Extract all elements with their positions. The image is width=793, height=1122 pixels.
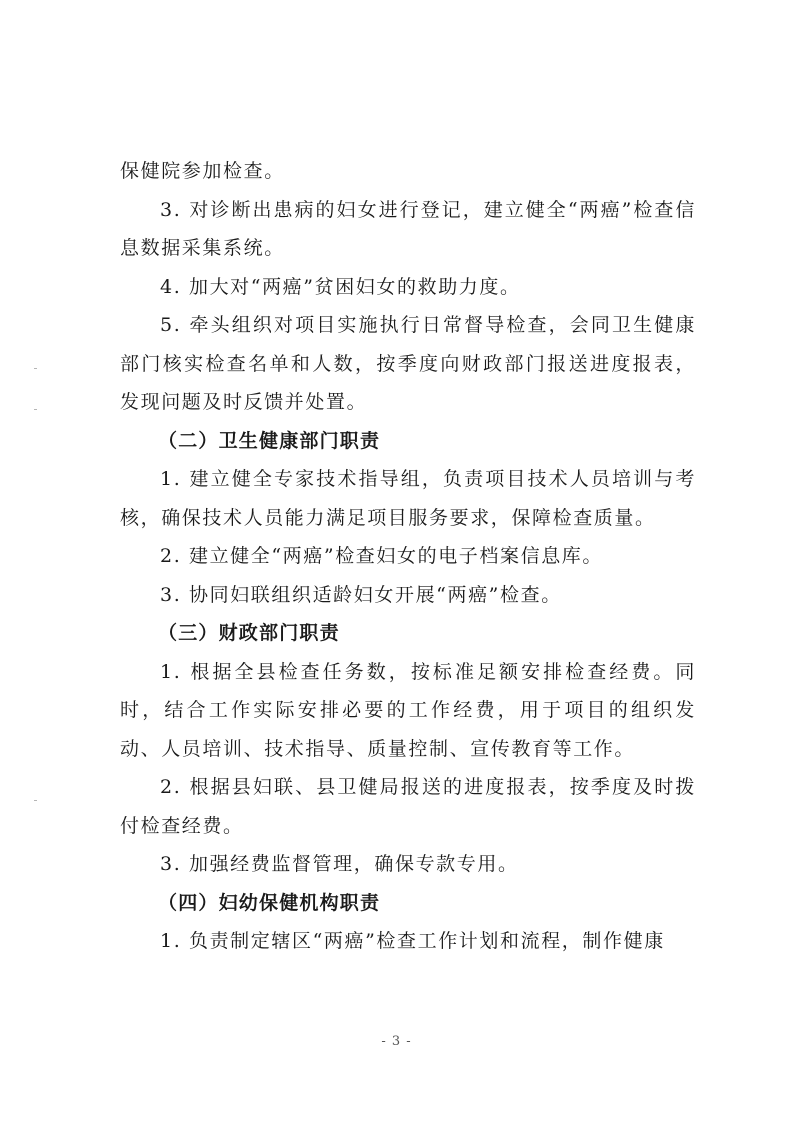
page-number: - 3 - <box>381 1034 412 1049</box>
paragraph-item: 4. 加大对“两癌”贫困妇女的救助力度。 <box>160 275 521 298</box>
section-heading-maternal-child-health: （四）妇幼保健机构职责 <box>158 891 381 914</box>
paragraph-item: 1. 建立健全专家技术指导组，负责项目技术人员培训与考核，确保技术人员能力满足项目服务要求，保障检查质量。 <box>120 468 696 529</box>
document-body <box>120 152 696 961</box>
paragraph-item: 1. 根据全县检查任务数，按标准足额安排检查经费。同时，结合工作实际安排必要的工作经费，用于项目的组织发动、人员培训、技术指导、质量控制、宣传教育等工作。 <box>120 660 696 760</box>
paragraph-item: 2. 根据县妇联、县卫健局报送的进度报表，按季度及时拨付检查经费。 <box>120 776 696 837</box>
paragraph-item: 5. 牵头组织对项目实施执行日常督导检查，会同卫生健康部门核实检查名单和人数，按季度向财政部门报送进度报表，发现问题及时反馈并处置。 <box>120 314 696 413</box>
section-heading-health-department: （二）卫生健康部门职责 <box>158 429 381 452</box>
paragraph-item: 3. 对诊断出患病的妇女进行登记，建立健全“两癌”检查信息数据采集系统。 <box>120 198 696 259</box>
paragraph-item: 3. 加强经费监督管理，确保专款专用。 <box>160 853 519 875</box>
scan-speck <box>34 368 37 369</box>
paragraph-item: 2. 建立健全“两癌”检查妇女的电子档案信息库。 <box>160 545 603 567</box>
scan-speck <box>34 409 37 410</box>
paragraph-continuation: 保健院参加检查。 <box>120 160 285 182</box>
paragraph-item: 3. 协同妇联组织适龄妇女开展“两癌”检查。 <box>160 583 562 606</box>
paragraph-item: 1. 负责制定辖区“两癌”检查工作计划和流程，制作健康 <box>160 930 665 952</box>
section-heading-finance-department: （三）财政部门职责 <box>158 622 340 644</box>
scan-speck <box>34 800 37 801</box>
